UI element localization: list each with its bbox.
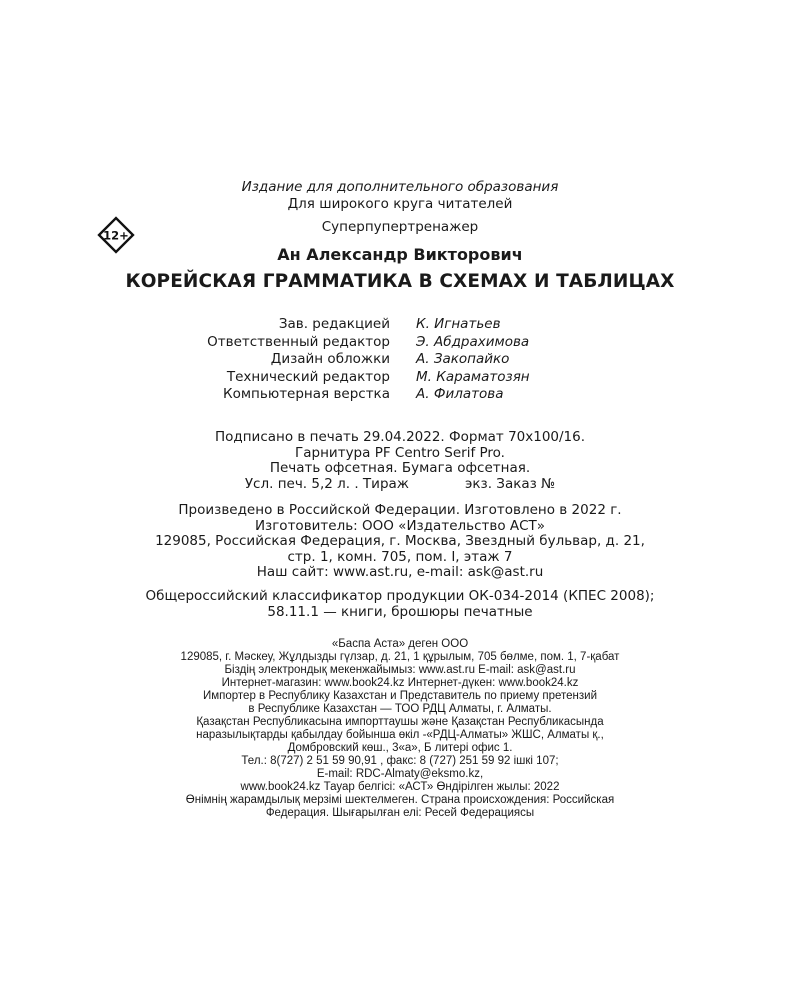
- author-name: Ан Александр Викторович: [277, 245, 523, 264]
- publisher-line: Наш сайт: www.ast.ru, e-mail: ask@ast.ru: [256, 564, 544, 580]
- classifier-line: Общероссийский классификатор продукции ОК-034-2014 (КПЕС 2008);: [145, 588, 655, 604]
- kz-line: Импортер в Республику Казахстан и Представитель по приему претензий: [202, 690, 598, 702]
- kz-line: Федерация. Шығарылған елі: Ресей Федерациясы: [265, 807, 535, 819]
- kz-line: Өнімнің жарамдылық мерзімі шектелмеген. Страна происхождения: Российская: [185, 794, 615, 806]
- kz-line: наразылықтарды қабылдау бойынша өкіл -«РДЦ-Алматы» ЖШС, Алматы қ.,: [196, 729, 604, 741]
- credit-row: [0, 369, 800, 387]
- credit-row: [0, 351, 800, 369]
- credit-role: Компьютерная верстка: [223, 386, 390, 402]
- kz-line: Біздің электрондық мекенжайымыз: www.ast.ru E-mail: ask@ast.ru: [224, 664, 576, 676]
- kz-line: E-mail: RDC-Almaty@eksmo.kz,: [316, 768, 484, 780]
- kz-line: Домбровский көш., 3«а», Б литері офис 1.: [287, 742, 513, 754]
- kz-line: Интернет-магазин: www.book24.kz Интернет-дүкен: www.book24.kz: [221, 677, 579, 689]
- credit-name: К. Игнатьев: [416, 316, 501, 332]
- kz-line: Қазақстан Республикасына импорттаушы және Қазақстан Республикасында: [196, 716, 604, 728]
- publisher-line: 129085, Российская Федерация, г. Москва, Звездный бульвар, д. 21,: [155, 533, 645, 549]
- credit-role: Дизайн обложки: [270, 351, 390, 367]
- publisher-info: [0, 503, 800, 581]
- age-rating-label: 12+: [103, 228, 129, 243]
- credit-name: А. Филатова: [416, 386, 504, 402]
- edition-type: Издание для дополнительного образования: [241, 179, 559, 195]
- print-info-line: Гарнитура PF Centro Serif Pro.: [295, 444, 505, 461]
- credit-name: М. Караматозян: [416, 368, 530, 385]
- kz-line: в Республике Казахстан — ТОО РДЦ Алматы, г. Алматы.: [248, 703, 552, 715]
- credit-role: Ответственный редактор: [207, 333, 390, 350]
- print-run-label: Усл. печ. 5,2 л. . Тираж: [244, 475, 409, 492]
- series-name: Суперпупертренажер: [321, 219, 479, 235]
- print-info-line: Печать офсетная. Бумага офсетная.: [269, 460, 531, 476]
- credit-row: [0, 386, 800, 404]
- kz-line: «Баспа Аста» деген ООО: [331, 638, 469, 650]
- print-info: [0, 430, 800, 492]
- credits-list: [0, 316, 800, 404]
- print-info-line: [0, 477, 800, 493]
- publisher-line: Произведено в Российской Федерации. Изготовлено в 2022 г.: [178, 502, 622, 518]
- order-label: экз. Заказ №: [464, 475, 556, 492]
- kz-line: www.book24.kz Тауар белгісі: «АСТ» Өндірілген жылы: 2022: [240, 781, 560, 793]
- print-info-line: Подписано в печать 29.04.2022. Формат 70x100/16.: [214, 429, 586, 445]
- kazakhstan-info: [0, 638, 800, 820]
- kz-line: Тел.: 8(727) 2 51 59 90,91 , факс: 8 (727) 251 59 92 ішкі 107;: [241, 755, 559, 767]
- credit-name: А. Закопайко: [416, 351, 510, 367]
- publisher-line: стр. 1, комн. 705, пом. I, этаж 7: [287, 548, 513, 565]
- credit-row: [0, 316, 800, 334]
- credit-row: [0, 334, 800, 352]
- book-title: КОРЕЙСКАЯ ГРАММАТИКА В СХЕМАХ И ТАБЛИЦАХ: [125, 271, 675, 292]
- publisher-line: Изготовитель: ООО «Издательство АСТ»: [254, 517, 546, 534]
- audience: Для широкого круга читателей: [287, 196, 513, 212]
- credit-role: Зав. редакцией: [278, 316, 390, 332]
- kz-line: 129085, г. Мәскеу, Жұлдызды гүлзар, д. 21, 1 құрылым, 705 бөлме, пом. 1, 7-қабат: [180, 651, 620, 663]
- classifier-line: 58.11.1 — книги, брошюры печатные: [267, 603, 533, 620]
- credit-name: Э. Абдрахимова: [416, 333, 530, 350]
- credit-role: Технический редактор: [226, 368, 390, 385]
- classifier-info: [0, 589, 800, 620]
